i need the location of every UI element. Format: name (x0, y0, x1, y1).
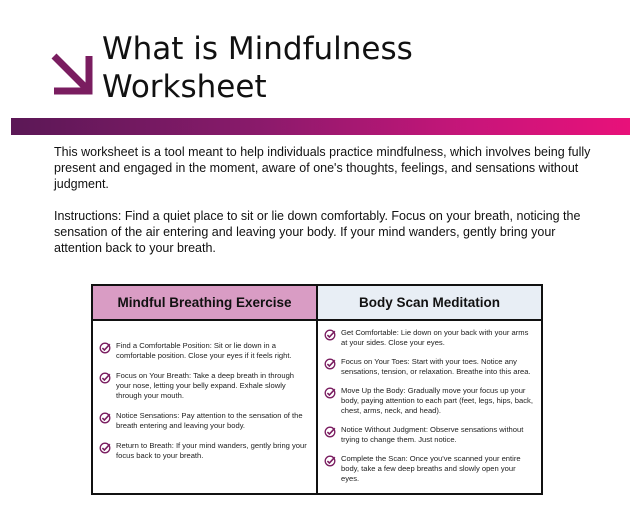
list-item (324, 328, 535, 348)
list-item (324, 425, 535, 445)
check-circle-icon (324, 387, 336, 399)
list-item (99, 371, 310, 401)
instructions-paragraph: Instructions: Find a quiet place to sit or lie down comfortably. Focus on your breath, noticing the sensation of the air entering and leaving your body. If your mind wanders, gently bring your attention back to your breath. (54, 209, 581, 255)
check-circle-icon (99, 412, 111, 424)
list-item (324, 357, 535, 377)
check-circle-icon (99, 442, 111, 454)
list-item-text: Get Comfortable: Lie down on your back with your arms at your sides. Close your eyes. (341, 328, 529, 347)
table-body (93, 321, 541, 493)
check-circle-icon (324, 455, 336, 467)
body-scan-column (318, 321, 541, 493)
check-circle-icon (99, 372, 111, 384)
check-circle-icon (324, 329, 336, 341)
list-item (324, 386, 535, 416)
title-line-1: What is Mindfulness (102, 31, 413, 67)
list-item-text: Complete the Scan: Once you've scanned your entire body, take a few deep breaths and slowly open your eyes. (341, 454, 521, 483)
header-mindful-breathing: Mindful Breathing Exercise (93, 286, 318, 319)
list-item-text: Focus on Your Toes: Start with your toes. Notice any sensations, tension, or relaxation. Breathe into this area. (341, 357, 531, 376)
check-circle-icon (324, 426, 336, 438)
list-item-text: Notice Without Judgment: Observe sensations without trying to change them. Just notice. (341, 425, 524, 444)
list-item (99, 341, 310, 361)
list-item-text: Return to Breath: If your mind wanders, gently bring your focus back to your breath. (116, 441, 307, 460)
header-gradient-band (11, 118, 630, 135)
check-circle-icon (99, 342, 111, 354)
list-item-text: Find a Comfortable Position: Sit or lie down in a comfortable position. Close your eyes if it feels right. (116, 341, 292, 360)
title-line-2: Worksheet (102, 69, 267, 105)
header-body-scan: Body Scan Meditation (318, 286, 541, 319)
arrow-down-right-icon (46, 48, 96, 98)
exercise-table (91, 284, 543, 495)
intro-paragraph: This worksheet is a tool meant to help individuals practice mindfulness, which involves being fully present and engaged in the moment, aware of one's thoughts, feelings, and sensations without judgment. (54, 145, 591, 191)
list-item-text: Move Up the Body: Gradually move your focus up your body, paying attention to each part (feet, legs, hips, back, chest, arms, neck, and head). (341, 386, 533, 415)
list-item-text: Focus on Your Breath: Take a deep breath in through your nose, letting your belly expand. Exhale slowly through your mouth. (116, 371, 295, 400)
mindful-breathing-column (93, 321, 318, 493)
check-circle-icon (324, 358, 336, 370)
table-header-row (93, 286, 541, 321)
list-item (99, 411, 310, 431)
list-item (99, 441, 310, 461)
list-item-text: Notice Sensations: Pay attention to the sensation of the breath entering and leaving your body. (116, 411, 303, 430)
page-title (102, 30, 413, 106)
list-item (324, 454, 535, 484)
